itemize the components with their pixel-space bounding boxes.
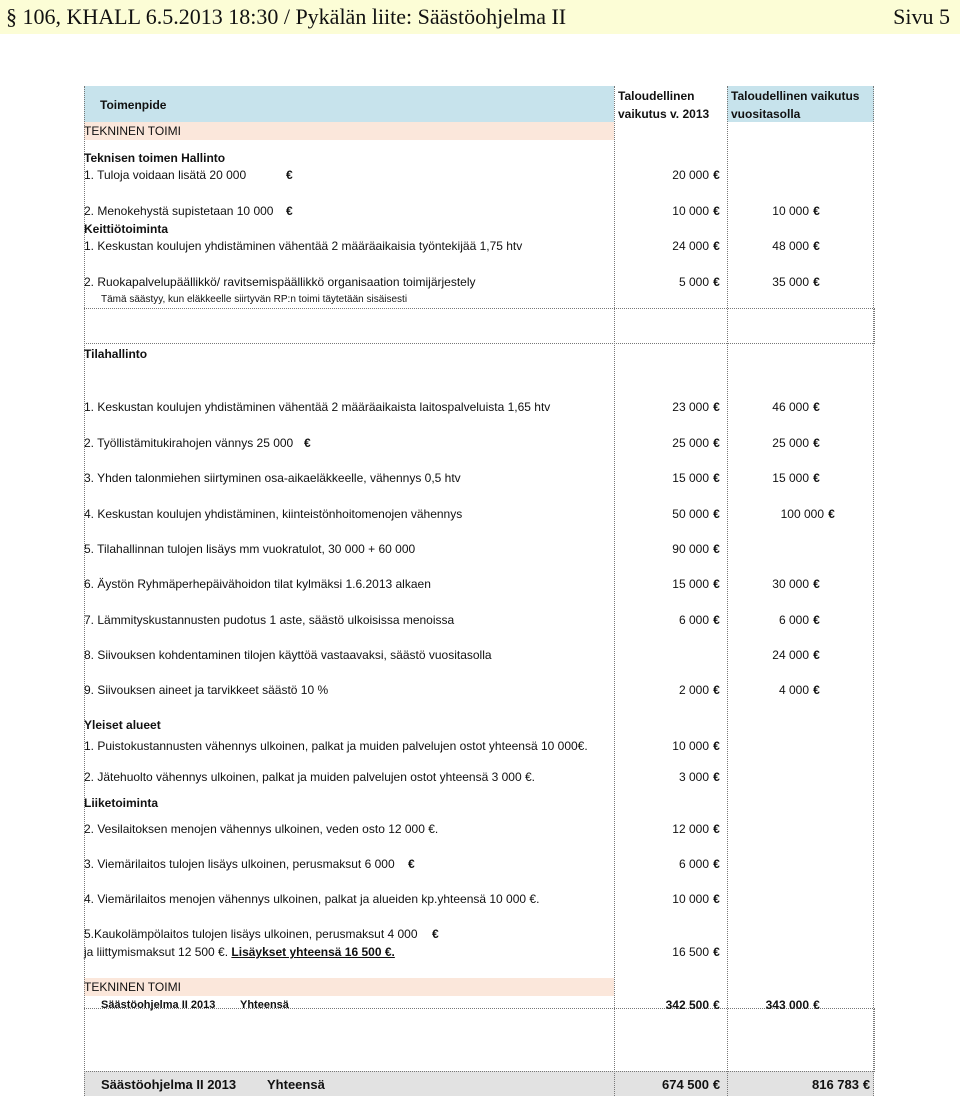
row-note: Tämä säästyy, kun eläkkeelle siirtyvän RP:n toimi täytetään sisäisesti [101,294,408,305]
value-2013: 5 000 € [678,275,720,289]
currency-symbol: € [286,204,293,218]
value-2013: 10 000 € [672,892,720,906]
value-2013: 12 000 € [672,822,720,836]
value-annual: 46 000 € [772,400,820,414]
value-2013: 16 500 € [672,945,720,959]
currency-symbol: € [304,436,311,450]
row-text: 7. Lämmityskustannusten pudotus 1 aste, säästö ulkoisissa menoissa [84,613,455,627]
value-annual: 10 000 € [772,204,820,218]
row-text: 9. Siivouksen aineet ja tarvikkeet säästö 10 % [84,683,329,697]
column-header-toimenpide: Toimenpide [100,98,167,112]
grid-line [727,86,728,1096]
value-2013: 10 000 € [672,204,720,218]
row-text: 1. Keskustan koulujen yhdistäminen vähentää 2 määräaikaista laitospalveluista 1,65 htv [84,400,551,414]
value-2013: 90 000 € [672,542,720,556]
value-2013: 6 000 € [678,613,720,627]
value-annual: 6 000 € [778,613,820,627]
value-2013: 23 000 € [672,400,720,414]
page-number: Sivu 5 [893,4,950,29]
value-annual: 48 000 € [772,239,820,253]
subtotal-label: Säästöohjelma II 2013 [101,999,216,1011]
row-text: 8. Siivouksen kohdentaminen tilojen käyttöä vastaavaksi, säästö vuositasolla [84,648,492,662]
value-2013: 6 000 € [678,857,720,871]
subtotal-section-label: TEKNINEN TOIMI [84,980,181,994]
row-text: 3. Viemärilaitos tulojen lisäys ulkoinen, perusmaksut 6 000 [84,857,395,871]
row-text: 4. Viemärilaitos menojen vähennys ulkoinen, palkat ja alueiden kp.yhteensä 10 000 €. [84,892,540,906]
subtotal-value-2013: 342 500 € [665,998,720,1012]
section-heading: Liiketoiminta [84,796,159,810]
section-label: TEKNINEN TOIMI [84,124,181,138]
currency-symbol: € [408,857,415,871]
currency-symbol: € [286,168,293,182]
value-2013: 15 000 € [672,471,720,485]
value-annual: 24 000 € [772,648,820,662]
row-text: 2. Vesilaitoksen menojen vähennys ulkoinen, veden osto 12 000 €. [84,822,439,836]
grand-total-label: Säästöohjelma II 2013 [101,1077,237,1092]
row-text: 2. Menokehystä supistetaan 10 000 [84,204,274,218]
column-header-annual-line2: vuositasolla [731,107,801,121]
value-2013: 3 000 € [678,770,720,784]
row-text: 1. Keskustan koulujen yhdistäminen vähentää 2 määräaikaisia työntekijää 1,75 htv [84,239,523,253]
value-annual: 35 000 € [772,275,820,289]
value-2013: 10 000 € [672,739,720,753]
section-heading: Keittiötoiminta [84,222,168,236]
row-text: 1. Tuloja voidaan lisätä 20 000 [84,168,247,182]
grid-line [614,86,615,1096]
value-2013: 2 000 € [678,683,720,697]
subtotal-value-annual: 343 000 € [765,998,820,1012]
value-2013: 25 000 € [672,436,720,450]
value-2013: 15 000 € [672,577,720,591]
row-text: 5.Kaukolämpölaitos tulojen lisäys ulkoinen, perusmaksut 4 000 [84,927,418,941]
empty-cell [84,308,875,344]
row-text: 2. Työllistämitukirahojen vännys 25 000 [84,436,294,450]
value-2013: 50 000 € [672,507,720,521]
value-annual: 100 000 € [780,507,835,521]
value-annual: 15 000 € [772,471,820,485]
column-header-annual-line1: Taloudellinen vaikutus [731,89,860,103]
value-annual: 4 000 € [778,683,820,697]
grand-total-value-2013: 674 500 € [662,1077,721,1092]
savings-table [84,86,874,1096]
section-heading: Yleiset alueet [84,718,161,732]
column-header-2013-line2: vaikutus v. 2013 [618,107,710,121]
value-2013: 24 000 € [672,239,720,253]
row-text: 1. Puistokustannusten vähennys ulkoinen, palkat ja muiden palvelujen ostot yhteensä 10 000€. [84,739,588,753]
column-header-2013-line1: Taloudellinen [618,89,695,103]
page-header-title: § 106, KHALL 6.5.2013 18:30 / Pykälän liite: Säästöohjelma II [6,4,567,29]
row-text: ja liittymismaksut 12 500 €. Lisäykset yhteensä 16 500 €. [84,945,395,959]
row-text: 4. Keskustan koulujen yhdistäminen, kiinteistönhoitomenojen vähennys [84,507,463,521]
row-text: 6. Äystön Ryhmäperhepäivähoidon tilat kylmäksi 1.6.2013 alkaen [84,577,431,591]
row-text: 2. Ruokapalvelupäällikkö/ ravitsemispäällikkö organisaation toimijärjestely [84,275,476,289]
grand-total-sum-label: Yhteensä [267,1077,325,1092]
value-annual: 25 000 € [772,436,820,450]
section-heading: Tilahallinto [84,347,148,361]
currency-symbol: € [432,927,439,941]
section-heading: Teknisen toimen Hallinto [84,151,226,165]
row-text: 2. Jätehuolto vähennys ulkoinen, palkat ja muiden palvelujen ostot yhteensä 3 000 €. [84,770,535,784]
grand-total-value-annual: 816 783 € [812,1077,871,1092]
row-text: 5. Tilahallinnan tulojen lisäys mm vuokratulot, 30 000 + 60 000 [84,542,416,556]
value-annual: 30 000 € [772,577,820,591]
grid-line [873,86,874,1096]
row-text: 3. Yhden talonmiehen siirtyminen osa-aikaeläkkeelle, vähennys 0,5 htv [84,471,461,485]
value-2013: 20 000 € [672,168,720,182]
subtotal-sum-label: Yhteensä [240,999,289,1011]
page-header [0,0,960,34]
empty-cell [84,1008,875,1072]
